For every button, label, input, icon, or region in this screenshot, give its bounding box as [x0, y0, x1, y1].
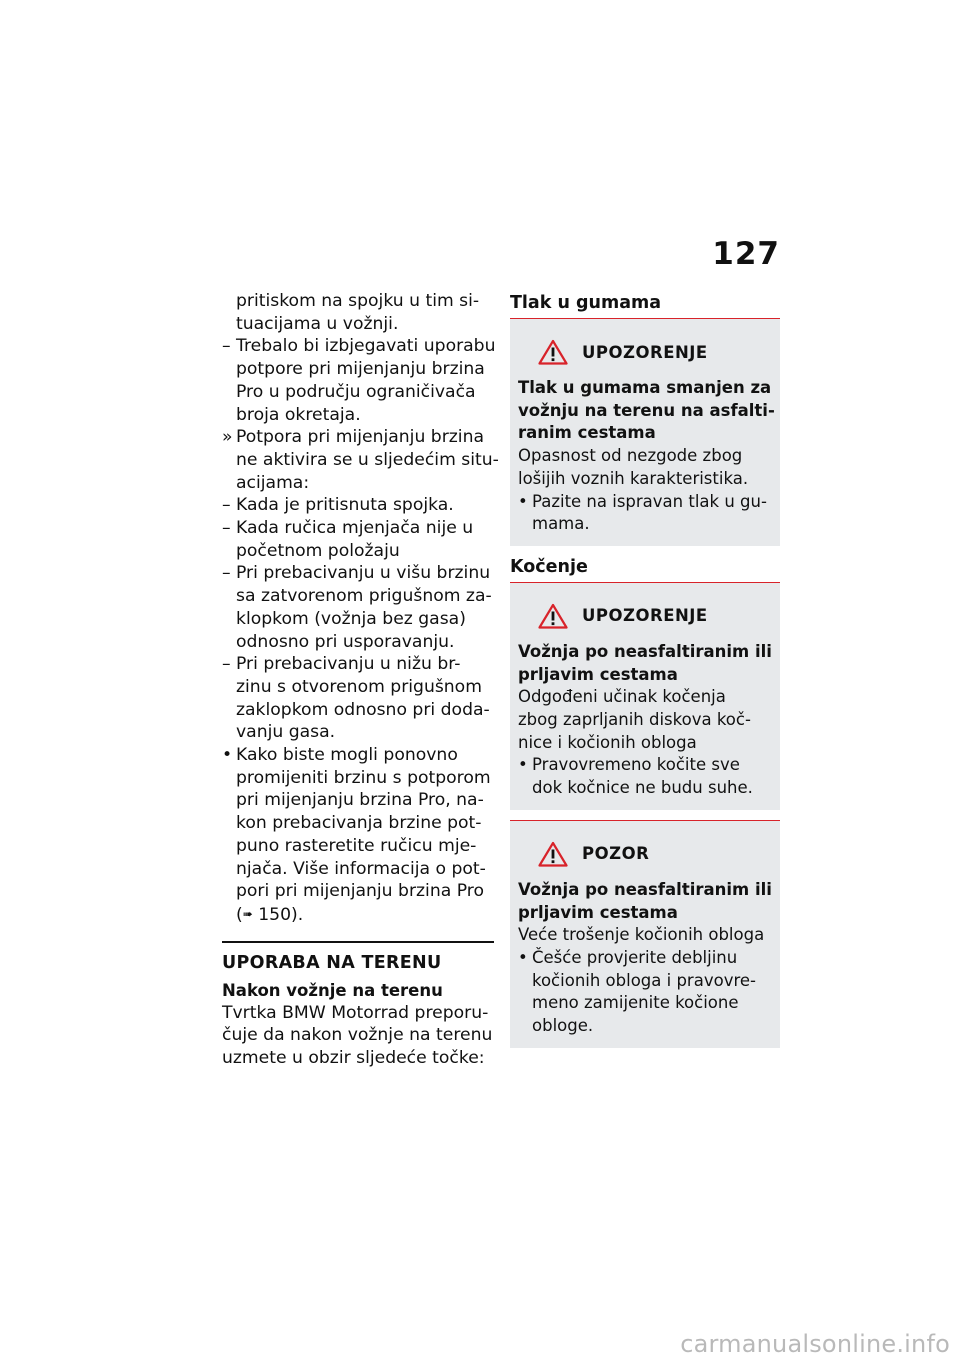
text-line	[222, 676, 494, 699]
text-line: uzmete u obzir sljedeće točke:	[222, 1048, 485, 1069]
text-line	[222, 381, 494, 404]
line-text: nice i kočionih obloga	[518, 732, 697, 752]
text-line	[518, 468, 774, 491]
text-line	[222, 562, 494, 585]
line-text: promijeniti brzinu s potporom	[236, 767, 491, 788]
line-text: acijama:	[236, 472, 310, 493]
text-line	[222, 608, 494, 631]
line-text: Kada ručica mjenjača nije u	[236, 518, 474, 539]
warning-triangle-icon	[538, 339, 568, 365]
text-line	[222, 812, 494, 835]
heading-braking: Kočenje	[510, 556, 588, 577]
warning-box-braking	[510, 582, 780, 810]
text-line	[518, 491, 774, 514]
warning-triangle-icon	[538, 841, 568, 867]
warning-triangle-icon	[538, 603, 568, 629]
right-column	[510, 290, 780, 1056]
paragraph	[222, 1002, 494, 1070]
cross-reference[interactable]	[222, 903, 494, 927]
line-text: Pazite na ispravan tlak u gu-	[532, 491, 767, 511]
line-text: pri mijenjanju brzina Pro, na-	[236, 790, 484, 811]
line-text: ne aktivira se u sljedećim situ-	[236, 449, 499, 470]
text-line	[222, 313, 494, 336]
list-marker: •	[518, 947, 528, 967]
text-line	[222, 585, 494, 608]
text-line	[222, 335, 494, 358]
warning-label: POZOR	[582, 844, 650, 864]
text-line	[518, 732, 774, 755]
line-text: sa zatvorenom prigušnom za-	[236, 586, 492, 607]
line-text: zbog zaprljanih diskova koč-	[518, 710, 751, 730]
line-text: pritiskom na spojku u tim si-	[236, 291, 480, 311]
line-text: puno rasteretite ručicu mje-	[236, 835, 477, 856]
text-line	[222, 858, 494, 881]
text-line: ranim cestama	[518, 423, 656, 443]
text-line	[222, 653, 494, 676]
text-line	[518, 947, 774, 970]
warning-header	[538, 841, 774, 867]
list-marker: –	[222, 563, 231, 584]
list-marker: –	[222, 654, 231, 675]
text-line	[222, 449, 499, 472]
left-column	[222, 290, 499, 1070]
watermark: carmanualsonline.info	[680, 1330, 950, 1358]
text-line	[518, 1015, 774, 1038]
line-text: broja okretaja.	[236, 404, 361, 425]
line-text: početnom položaju	[236, 540, 400, 561]
section-title: UPORABA NA TERENU	[222, 941, 494, 975]
list-marker: •	[518, 491, 528, 511]
text-line	[518, 513, 774, 536]
line-text: Češće provjerite debljinu	[532, 947, 738, 967]
text-line	[222, 290, 494, 313]
text-line	[222, 358, 494, 381]
line-text: Kako biste mogli ponovno	[236, 745, 458, 766]
line-text: meno zamijenite kočione	[532, 993, 739, 1013]
text-line	[518, 709, 774, 732]
list-marker: •	[518, 755, 528, 775]
text-line: Vožnja po neasfaltiranim ili	[518, 641, 772, 661]
line-text: Potpora pri mijenjanju brzina	[236, 427, 485, 448]
text-line	[222, 540, 494, 563]
warning-box-tire-pressure	[510, 318, 780, 546]
ref-page: 150).	[252, 904, 304, 925]
warning-label: UPOZORENJE	[582, 342, 708, 362]
line-text: kon prebacivanja brzine pot-	[236, 813, 482, 834]
text-line	[518, 992, 774, 1015]
text-line	[518, 777, 774, 800]
line-text: Opasnost od nezgode zbog	[518, 446, 743, 466]
text-line: Tvrtka BMW Motorrad preporu-	[222, 1002, 489, 1023]
caution-box-brake-pads	[510, 820, 780, 1048]
text-line	[518, 686, 774, 709]
line-text: Pri prebacivanju u nižu br-	[236, 654, 461, 675]
left-text-block	[222, 290, 499, 903]
text-line	[222, 767, 494, 790]
text-line: prljavim cestama	[518, 902, 678, 922]
warning-header	[538, 603, 774, 629]
line-text: obloge.	[532, 1016, 594, 1036]
line-text: tuacijama u vožnji.	[236, 313, 399, 334]
list-marker: »	[222, 427, 233, 448]
line-text: vanju gasa.	[236, 722, 336, 743]
text-line	[222, 631, 494, 654]
text-line: Vožnja po neasfaltiranim ili	[518, 879, 772, 899]
list-marker: –	[222, 518, 231, 539]
text-line: Tlak u gumama smanjen za	[518, 378, 772, 397]
line-text: zaklopkom odnosno pri doda-	[236, 699, 490, 720]
text-line	[518, 924, 774, 947]
text-line	[222, 880, 494, 903]
text-line: čuje da nakon vožnje na terenu	[222, 1025, 493, 1046]
line-text: pori pri mijenjanju brzina Pro	[236, 881, 484, 902]
line-text: njača. Više informacija o pot-	[236, 858, 486, 879]
warning-label: UPOZORENJE	[582, 606, 708, 626]
text-line	[222, 426, 494, 449]
line-text: Pro u području ograničivača	[236, 381, 476, 402]
text-line	[222, 744, 494, 767]
text-line	[518, 754, 774, 777]
line-text: mama.	[532, 514, 590, 534]
line-text: odnosno pri usporavanju.	[236, 631, 455, 652]
line-text: Odgođeni učinak kočenja	[518, 687, 726, 707]
ref-open: (	[236, 904, 243, 925]
text-line	[222, 721, 494, 744]
text-line	[222, 835, 494, 858]
arrow-right-icon: ➠	[242, 906, 253, 921]
page-number: 127	[712, 236, 780, 272]
line-text: zinu s otvorenom prigušnom	[236, 676, 482, 697]
text-line	[222, 789, 494, 812]
text-line	[222, 494, 494, 517]
line-text: kočionih obloga i pravovre-	[532, 970, 756, 990]
text-line: vožnju na terenu na asfalti-	[518, 400, 775, 420]
line-text: Trebalo bi izbjegavati uporabu	[236, 336, 496, 357]
line-text: Veće trošenje kočionih obloga	[518, 925, 765, 945]
list-marker: –	[222, 495, 231, 516]
line-text: potpore pri mijenjanju brzina	[236, 359, 485, 380]
text-line	[222, 404, 494, 427]
line-text: lošijih voznih karakteristika.	[518, 468, 749, 488]
text-line: prljavim cestama	[518, 664, 678, 684]
heading-tire-pressure: Tlak u gumama	[510, 293, 662, 313]
text-line	[518, 970, 774, 993]
text-line	[222, 517, 494, 540]
text-line	[222, 472, 494, 495]
list-marker: –	[222, 336, 231, 357]
text-line	[222, 699, 494, 722]
line-text: klopkom (vožnja bez gasa)	[236, 608, 466, 629]
line-text: Pri prebacivanju u višu brzinu	[236, 563, 491, 584]
list-marker: •	[222, 745, 233, 766]
warning-header	[538, 339, 774, 365]
line-text: dok kočnice ne budu suhe.	[532, 778, 753, 798]
sub-heading: Nakon vožnje na terenu	[222, 980, 443, 1000]
line-text: Pravovremeno kočite sve	[532, 755, 740, 775]
line-text: Kada je pritisnuta spojka.	[236, 495, 454, 516]
text-line	[518, 445, 774, 468]
